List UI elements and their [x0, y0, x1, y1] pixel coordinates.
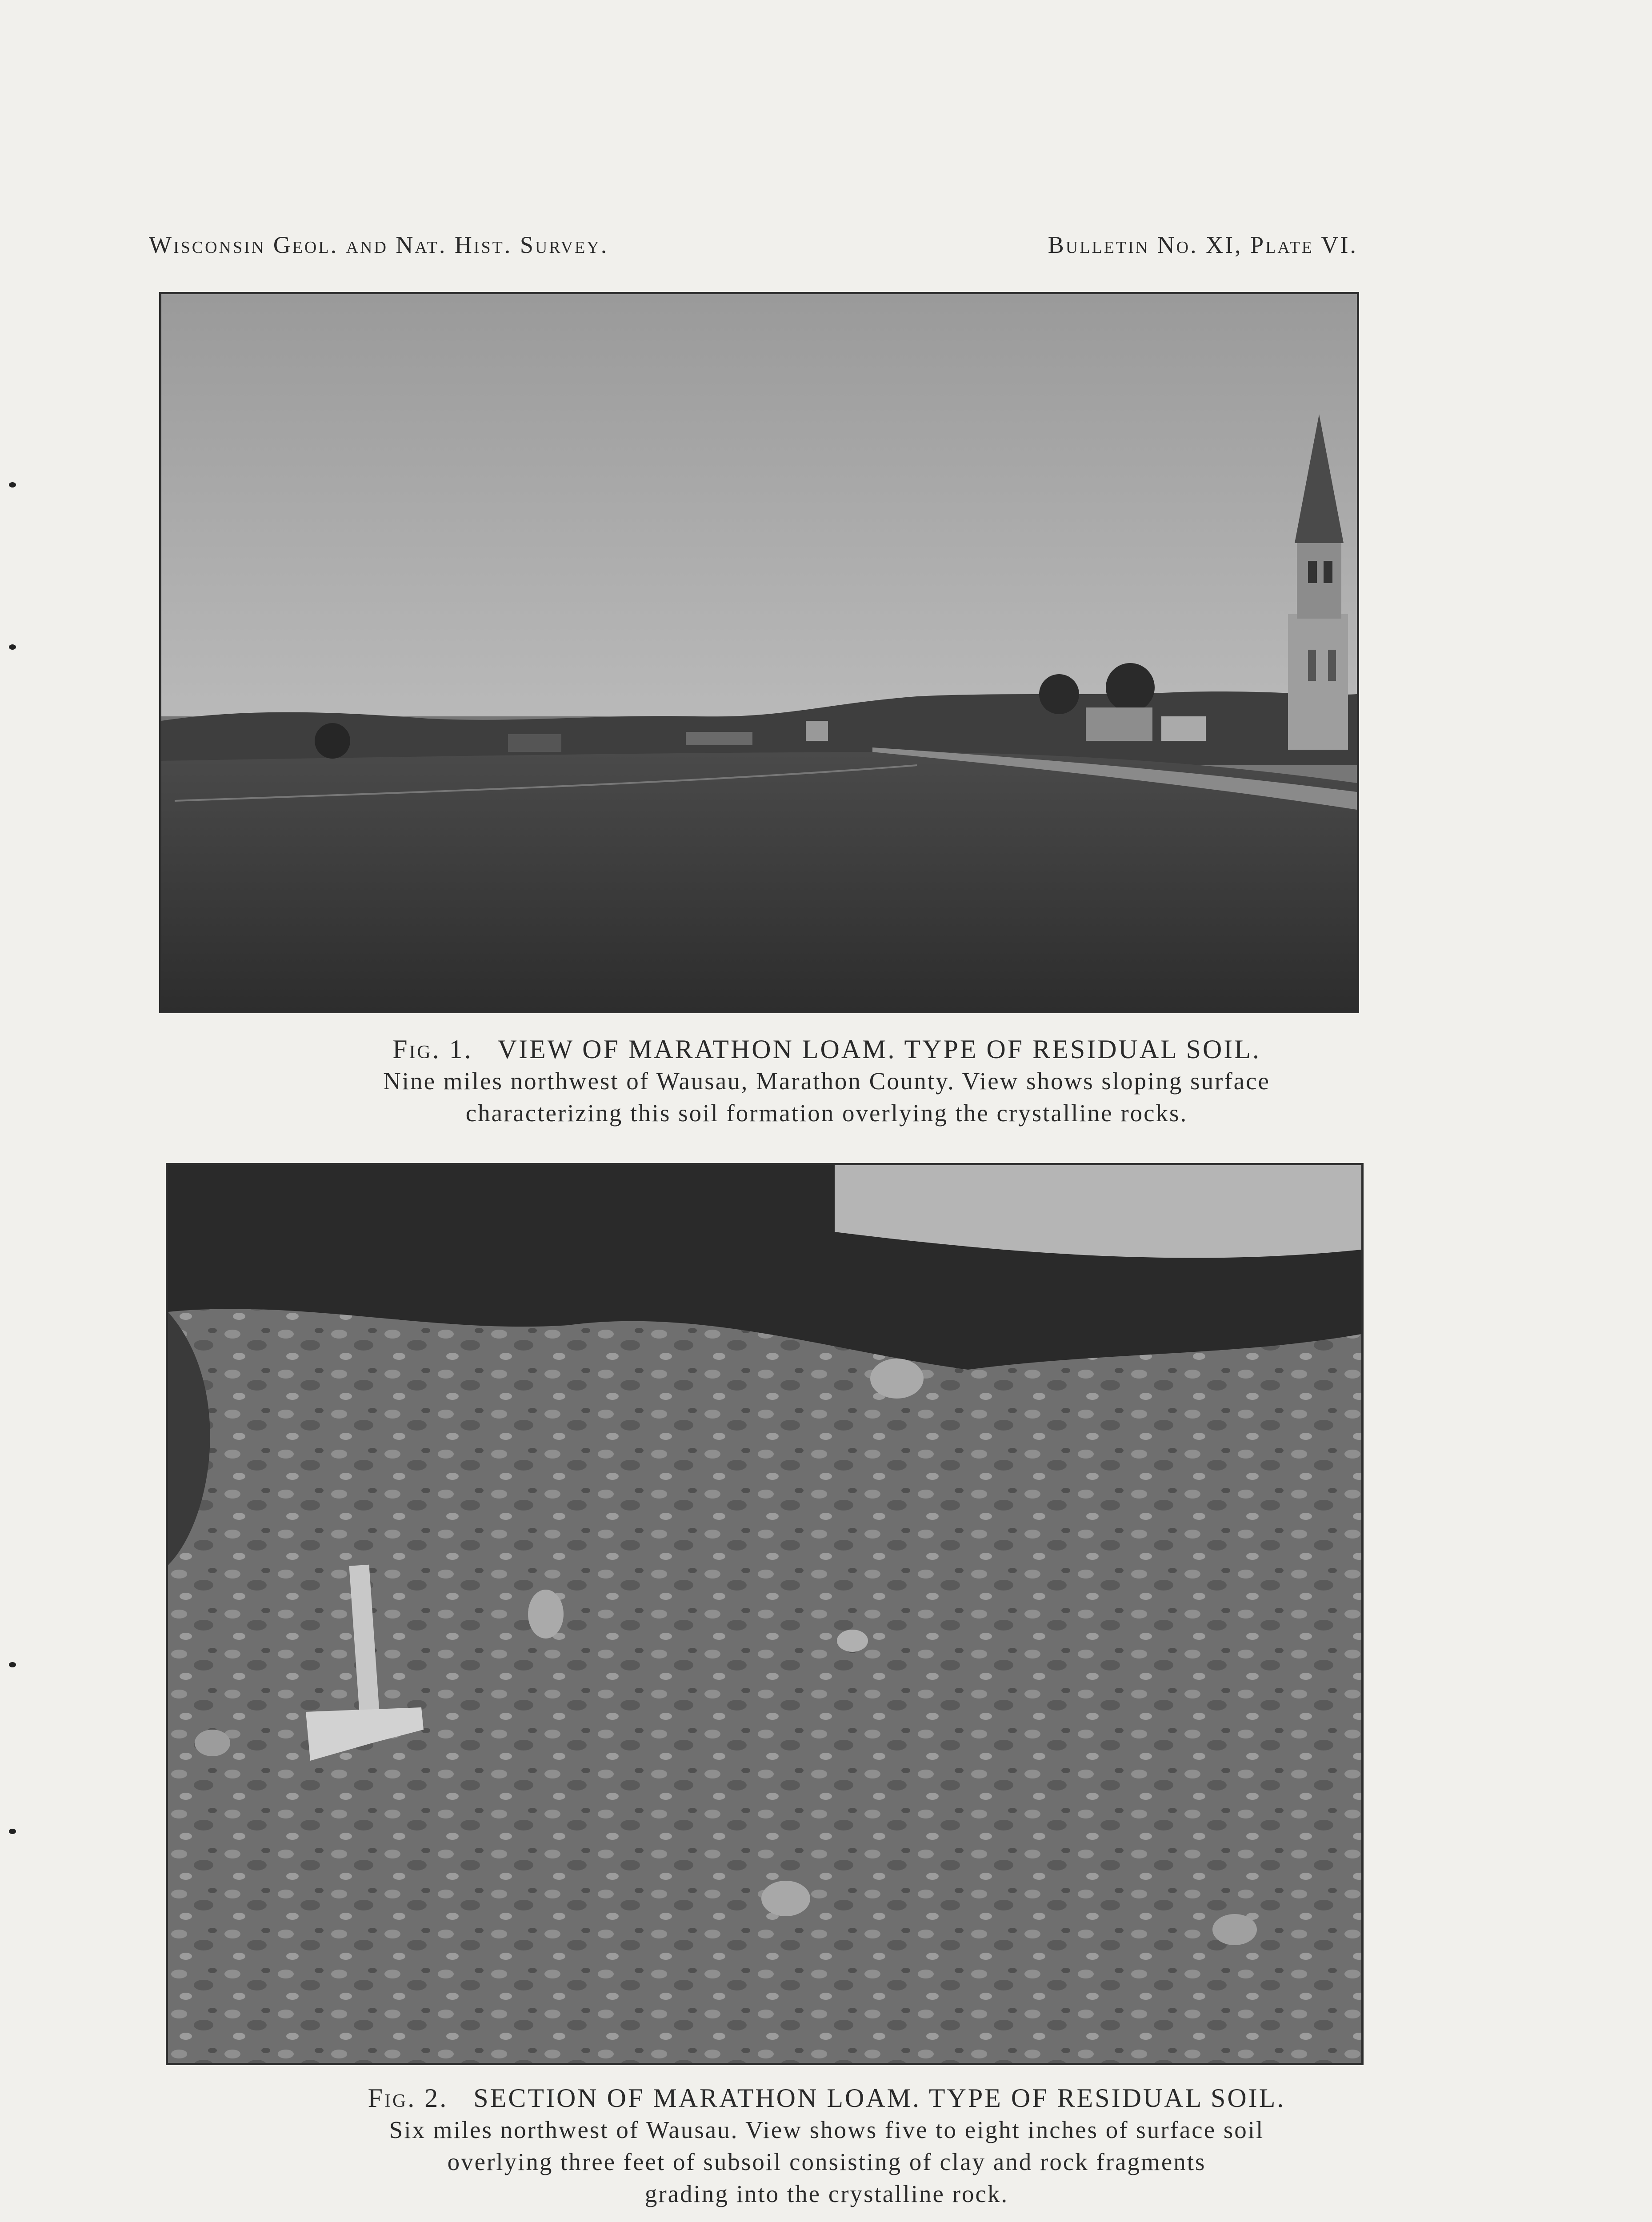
figure-2-description-line: Six miles northwest of Wausau. View shows five to eight inches of surface soil: [389, 2116, 1264, 2143]
figure-2-title: SECTION OF MARATHON LOAM. TYPE OF RESIDUAL SOIL.: [473, 2083, 1286, 2113]
figure-1-number: Fig. 1.: [392, 1035, 473, 1064]
figure-2-number: Fig. 2.: [368, 2083, 448, 2113]
running-head-left: Wisconsin Geol. and Nat. Hist. Survey.: [149, 232, 609, 258]
figure-2-caption: [133, 2082, 1520, 2210]
landscape-photo-illustration: [161, 294, 1357, 1011]
running-head: [149, 231, 1358, 267]
margin-mark: [9, 644, 16, 650]
figure-2-photograph: [166, 1163, 1364, 2065]
figure-2-description-line: grading into the crystalline rock.: [644, 2180, 1009, 2207]
figure-1-caption: [133, 1033, 1520, 1129]
figure-2-title-line: [133, 2082, 1520, 2114]
figure-1-photograph: [159, 292, 1359, 1013]
figure-1-title-line: [133, 1033, 1520, 1065]
figure-2-description-line: overlying three feet of subsoil consisting of clay and rock fragments: [447, 2148, 1206, 2175]
running-head-right: Bulletin No. XI, Plate VI.: [1048, 232, 1358, 258]
figure-1-description-line: Nine miles northwest of Wausau, Marathon County. View shows sloping surface: [383, 1067, 1270, 1095]
figure-1-title: VIEW OF MARATHON LOAM. TYPE OF RESIDUAL SOIL.: [497, 1035, 1261, 1064]
figure-1-description-line: characterizing this soil formation overlying the crystalline rocks.: [465, 1099, 1188, 1127]
soil-section-photo-illustration: [168, 1165, 1361, 2063]
margin-mark: [9, 1662, 16, 1667]
margin-mark: [9, 1829, 16, 1834]
margin-mark: [9, 482, 16, 488]
